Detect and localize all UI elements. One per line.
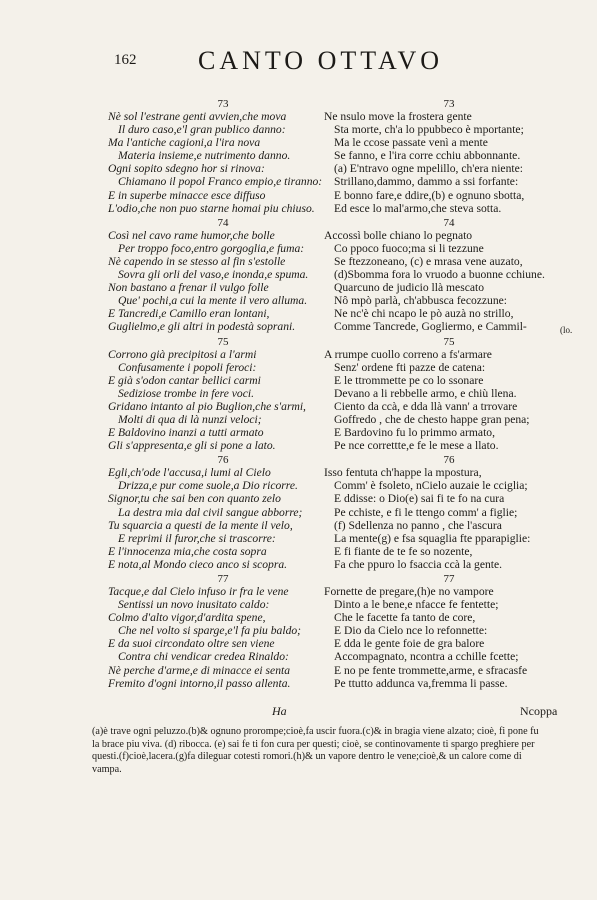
verse-line: Sovra gli orli del vaso,e inonda,e spuma. (118, 268, 309, 282)
verse-line: Guglielmo,e gli altri in podestà soprani. (108, 320, 296, 334)
verse-line: E l'innocenza mia,che costa sopra (108, 544, 267, 558)
stanza-number: 74 (443, 216, 455, 229)
verse-line: Accossì bolle chiano lo pegnato (324, 228, 473, 242)
verse-line: E Dio da Cielo nce lo refonnette: (334, 624, 488, 638)
page-number: 162 (114, 52, 137, 68)
verse-line: Ma le ccose passate venì a mente (334, 136, 488, 150)
verse-line: E nota,al Mondo cieco anco si scopra. (108, 557, 288, 571)
verse-line: Tacque,e dal Cielo infuso ir fra le vene (108, 585, 289, 598)
footnote-line: vampa. (92, 763, 122, 775)
stanza (324, 98, 574, 215)
stanza-number: 75 (217, 335, 229, 348)
page-title: CANTO OTTAVO (198, 46, 444, 75)
verse-line: Comm' è fsoleto, nCielo auzaie le cciglia; (334, 479, 528, 493)
verse-line: Pe nce correttte,e fe le mese a llato. (334, 439, 499, 453)
verse-line: Pe cchiste, e fi le ttengo comm' a figlie; (334, 505, 518, 519)
verse-line: Fremito d'ogni intorno,il passo allenta. (108, 676, 291, 690)
verse-line: Devano a li rebbelle armo, e chiù llena. (334, 386, 517, 400)
verse-line: Gli s'appresenta,e gli si pone a lato. (108, 439, 276, 453)
neapolitan-column (324, 98, 574, 692)
verse-line: E dda le gente foie de gra balore (334, 637, 485, 651)
stanza (324, 217, 574, 334)
verse-line: Sediziose trombe in fere voci. (118, 386, 254, 400)
stanza (108, 573, 338, 690)
verse-line: Ed esce lo mal'armo,che steva sotta. (334, 201, 502, 215)
verse-line: Molti di qua di là nunzi veloci; (118, 412, 262, 426)
footnote-line: questi.(f)cioè,lacera.(g)fa dileguar cotesti romori.(h)& un vapore dentro le vene;cioè,& un calore come di (92, 751, 522, 762)
verse-line: Fa che ppuro lo fsaccia ccà la gente. (334, 557, 503, 571)
verse-line: Drizza,e pur come suole,a Dio ricorre. (118, 479, 298, 493)
stanza-number: 75 (443, 335, 455, 348)
verse-line: Che le facette fa tanto de core, (334, 611, 476, 625)
verse-line: E bonno fare,e ddire,(b) e ognuno sbotta, (334, 188, 525, 202)
verse-line: Ne nc'è chi ncapo le pò auzà no strillo, (334, 307, 514, 321)
verse-line: Colmo d'alto vigor,d'ardita spene, (108, 611, 266, 625)
verse-line: E Tancredi,e Camillo eran lontani, (108, 307, 270, 321)
verse-line: Dinto a le bene,e nfacce fe fentette; (334, 598, 499, 612)
verse-line: La destra mia dal civil sangue abborre; (118, 505, 303, 519)
catchword-left: Ha (272, 704, 287, 718)
verse-line: E da suoi circondato oltre sen viene (108, 637, 275, 651)
verse-line: Sta morte, ch'a lo ppubbeco è mportante; (334, 123, 524, 137)
italian-column (108, 98, 338, 692)
verse-line: Goffredo , che de chesto happe gran pena; (334, 412, 530, 426)
verse-line: Ma l'antiche cagioni,a l'ira nova (108, 136, 261, 150)
verse-line: Nô mpò parlà, ch'abbusca fecozzune: (334, 294, 508, 308)
verse-line: Ciento da ccà, e dda llà vann' a trrovare (334, 399, 518, 413)
footnotes (92, 726, 582, 776)
verse-line: Contra chi vendicar credea Rinaldo: (118, 650, 289, 664)
stanza (108, 336, 338, 453)
verse-line: A rrumpe cuollo correno a fs'armare (324, 347, 492, 361)
verse-line: Materia insieme,e nutrimento danno. (118, 149, 291, 163)
verse-line: Ne nsulo move la frostera gente (324, 110, 472, 123)
verse-line: E ddisse: o Dio(e) sai fi te fo na cura (334, 492, 505, 506)
verse-line: Pe ttutto addunca va,fremma li passe. (334, 676, 508, 690)
verse-line: Nè sol l'estrane genti avvien,che mova (108, 110, 287, 123)
stanza-number: 77 (217, 573, 229, 585)
stanza-number: 73 (443, 98, 455, 110)
verse-line: Que' pochi,a cui la mente il vero alluma. (118, 294, 308, 308)
verse-line: (a) E'ntravo ogne mpelillo, ch'era niente: (334, 162, 523, 176)
verse-line: Gridano intanto al pio Buglion,che s'armi, (108, 399, 306, 413)
verse-line: Chiamano il popol Franco empio,e tiranno: (118, 175, 323, 189)
verse-line: Non bastano a frenar il vulgo folle (108, 281, 269, 295)
verse-line: Co ppoco fuoco;ma si li tezzune (334, 241, 484, 255)
verse-line: Per troppo foco,entro gorgoglia,e fuma: (118, 241, 305, 255)
verse-line: E in superbe minacce esce diffuso (108, 188, 266, 202)
verse-line: E Bardovino fu lo primmo armato, (334, 426, 495, 440)
stanza-number: 74 (217, 216, 229, 229)
footnote-line: la brace piu viva. (d) ribocca. (e) sai fe ti fon cura per questi; cioè, se continovamente ti spargo preghiere per (92, 738, 535, 750)
verse-line: Tu squarcia a questi de la mente il velo, (108, 518, 293, 532)
verse-line: L'odio,che non puo starne homai piu chiuso. (108, 201, 315, 215)
verse-line: Fornette de pregare,(h)e no vampore (324, 585, 494, 598)
stanza (108, 454, 338, 571)
verse-line: Il duro caso,e'l gran publico danno: (118, 123, 286, 137)
stanza-number: 73 (217, 98, 229, 110)
stanza-number: 76 (217, 454, 229, 467)
stanza-number: 77 (443, 573, 455, 585)
verse-line: Nè capendo in se stesso al fin s'estolle (108, 254, 286, 268)
verse-line: Nè perche d'arme,e di minacce ei senta (108, 663, 291, 677)
verse-line: E reprimi il furor,che si trascorre: (118, 531, 276, 545)
verse-line: Confusamente i popoli feroci: (118, 360, 257, 374)
verse-line: E Baldovino inanzi a tutti armato (108, 426, 264, 440)
verse-line: Che nel volto si sparge,e'l fa piu baldo; (118, 624, 302, 638)
verse-line: Egli,ch'ode l'accusa,i lumi al Cielo (108, 466, 271, 480)
verse-line: Corrono già precipitosi a l'armi (108, 347, 257, 361)
stanza-number: 76 (443, 454, 455, 467)
verse-line: Se fanno, e l'ira corre cchiu abbonnante. (334, 149, 521, 163)
verse-line: E no pe fente trommette,arme, e sfracasfe (334, 663, 528, 677)
verse-line: Isso fentuta ch'happe la mpostura, (324, 466, 482, 480)
verse-line: (d)Sbomma fora lo vruodo a buonne cchiune. (334, 268, 545, 282)
verse-line: (f) Sdellenza no panno , che l'ascura (334, 518, 502, 532)
catchword-right: Ncoppa (520, 704, 558, 718)
verse-line: Strillano,dammo, dammo a ssi forfante: (334, 175, 519, 189)
verse-line: La mente(g) e fsa squaglia fte pparapiglie: (334, 531, 531, 545)
verse-line: E le ttrommette pe co lo ssonare (334, 373, 484, 387)
verse-line: E fi fiante de te fe so nozente, (334, 544, 473, 558)
stanza (324, 454, 574, 571)
verse-line: Senz' ordene fti pazze de catena: (334, 360, 486, 374)
verse-line: Sentissi un novo inusitato caldo: (118, 598, 270, 612)
verse-line: Comme Tancrede, Gogliermo, e Cammil- (lo. (324, 320, 574, 333)
stanza (324, 336, 574, 453)
stanza (108, 98, 338, 215)
stanza (108, 217, 338, 334)
verse-line: E già s'odon cantar bellici carmi (108, 373, 261, 387)
verse-line: Se ftezzoneano, (c) e mrasa vene auzato, (334, 254, 523, 268)
verse-overflow: (lo. (560, 325, 573, 336)
footnote-line: (a)è trave ogni peluzzo.(b)& ognuno prorompe;cioè,fa uscir fuora.(c)& in bragia viene alzato; cioè, fi pone fu (92, 726, 539, 737)
verse-line: Quarcuno de judicio llà mescato (334, 281, 485, 295)
verse-line: Ogni sopito sdegno hor si rinova: (108, 162, 265, 176)
stanza (324, 573, 574, 690)
verse-line: Così nel cavo rame humor,che bolle (108, 228, 275, 242)
verse-line: Accompagnato, ncontra a cchille fcette; (334, 650, 519, 664)
verse-line: Signor,tu che sai ben con quanto zelo (108, 492, 281, 506)
